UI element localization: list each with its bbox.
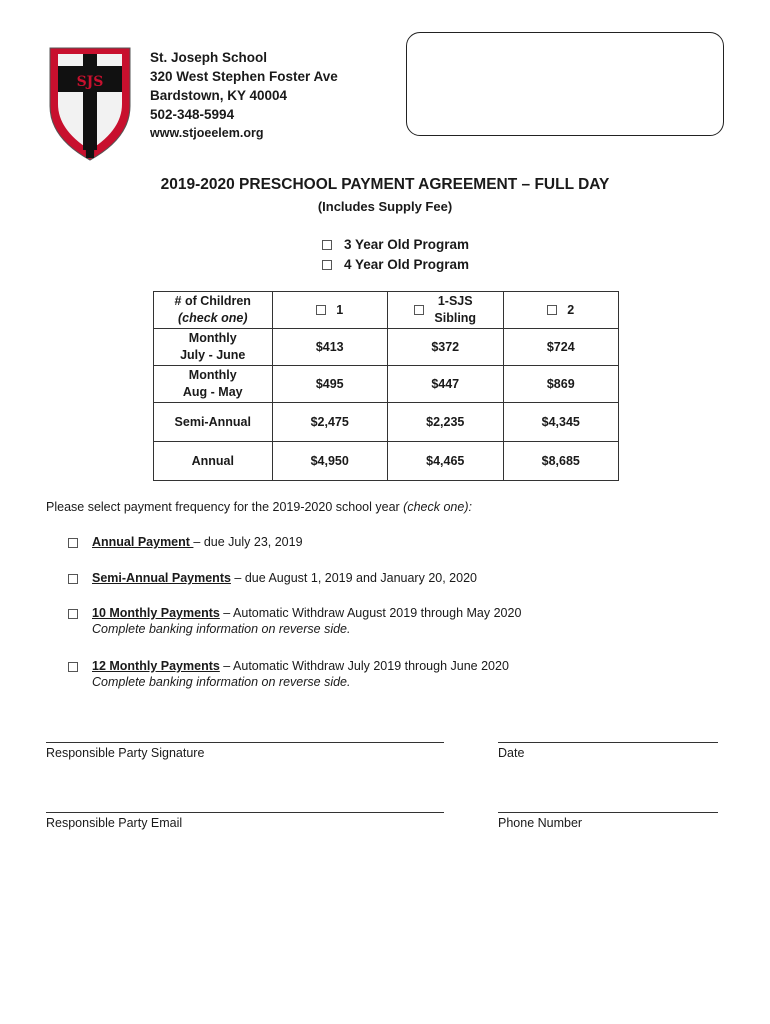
school-phone: 502-348-5994 [150,107,235,122]
table-row: Annual $4,950 $4,465 $8,685 [154,442,619,481]
column-sibling[interactable]: 1-SJS Sibling [387,292,503,329]
option-semi-annual[interactable]: Semi-Annual Payments – due August 1, 2019 and January 20, 2020 [68,571,477,585]
checkbox-icon[interactable] [68,538,78,548]
phone-line[interactable] [498,812,718,813]
table-header-label: # of Children (check one) [154,292,273,329]
checkbox-icon[interactable] [322,240,332,250]
checkbox-icon[interactable] [322,260,332,270]
logo-letters: SJS [76,74,104,90]
phone-label: Phone Number [498,816,583,830]
checkbox-icon[interactable] [68,662,78,672]
fee-cell: $4,465 [387,442,503,481]
school-street: 320 West Stephen Foster Ave [150,69,338,84]
page-subtitle: (Includes Supply Fee) [317,199,453,214]
office-use-box [406,32,724,136]
fee-cell: $447 [387,366,503,403]
checkbox-icon[interactable] [547,305,557,315]
fee-table [153,291,619,481]
column-2-children[interactable]: 2 [503,292,618,329]
date-label: Date [498,746,525,760]
date-line[interactable] [498,742,718,743]
checkbox-icon[interactable] [316,305,326,315]
fee-cell: $2,235 [387,403,503,442]
checkbox-icon[interactable] [414,305,424,315]
column-1-child[interactable]: 1 [272,292,387,329]
program-label: 4 Year Old Program [344,257,470,272]
checkbox-icon[interactable] [68,574,78,584]
fee-cell: $495 [272,366,387,403]
table-row: Monthly July - June $413 $372 $724 [154,329,619,366]
email-label: Responsible Party Email [46,816,183,830]
school-website[interactable]: www.stjoeelem.org [150,126,264,140]
payment-instruction: Please select payment frequency for the 2019-2020 school year (check one): [46,500,472,514]
fee-cell: $8,685 [503,442,618,481]
table-row: Semi-Annual $2,475 $2,235 $4,345 [154,403,619,442]
program-option-4yr[interactable] [322,257,469,272]
program-option-3yr[interactable] [322,237,469,252]
school-city: Bardstown, KY 40004 [150,88,288,103]
email-line[interactable] [46,812,444,813]
signature-line[interactable] [46,742,444,743]
fee-cell: $372 [387,329,503,366]
fee-cell: $4,950 [272,442,387,481]
fee-cell: $2,475 [272,403,387,442]
checkbox-icon[interactable] [68,609,78,619]
option-10-monthly[interactable]: 10 Monthly Payments – Automatic Withdraw August 2019 through May 2020 Complete banking information on reverse side. [68,606,521,636]
program-label: 3 Year Old Program [344,237,470,252]
fee-cell: $724 [503,329,618,366]
school-address [150,48,338,143]
option-annual[interactable]: Annual Payment – due July 23, 2019 [68,535,303,549]
fee-cell: $413 [272,329,387,366]
table-header-row [154,292,619,329]
page-title: 2019-2020 PRESCHOOL PAYMENT AGREEMENT – FULL DAY [160,176,610,193]
option-12-monthly[interactable]: 12 Monthly Payments – Automatic Withdraw July 2019 through June 2020 Complete banking information on reverse side. [68,659,509,689]
school-logo [48,46,132,162]
signature-label: Responsible Party Signature [46,746,205,760]
school-name: St. Joseph School [150,50,268,65]
table-row: Monthly Aug - May $495 $447 $869 [154,366,619,403]
fee-cell: $4,345 [503,403,618,442]
fee-cell: $869 [503,366,618,403]
